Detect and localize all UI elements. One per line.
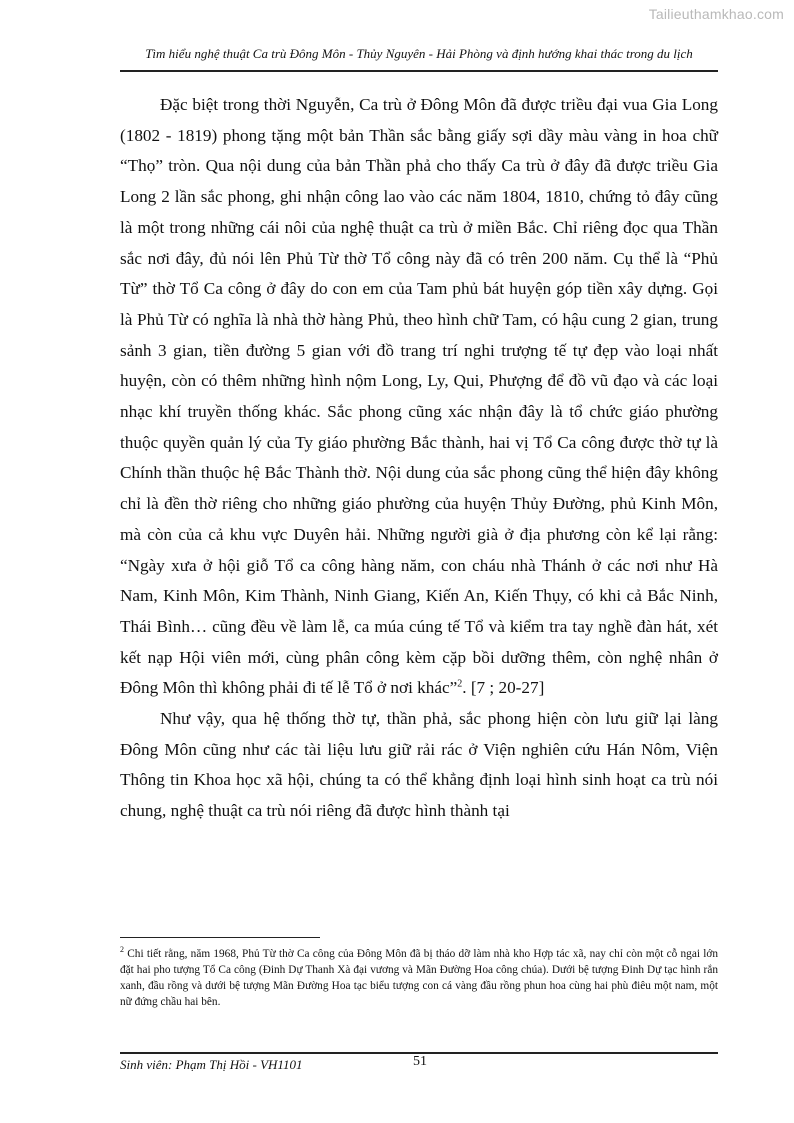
footnote-reference[interactable]: 2	[457, 678, 463, 690]
body-text	[120, 90, 718, 827]
footer-student: Sinh viên: Phạm Thị Hồi - VH1101	[120, 1057, 303, 1072]
footnote	[120, 946, 718, 1010]
paragraph-1	[120, 90, 718, 704]
page-header-title: Tìm hiểu nghệ thuật Ca trù Đông Môn - Thủy Nguyên - Hải Phòng và định hướng khai thác trong du lịch	[120, 46, 718, 72]
page-number: 51	[413, 1054, 427, 1069]
paragraph-1-text: Đặc biệt trong thời Nguyễn, Ca trù ở Đông Môn đã được triều đại vua Gia Long (1802 - 1819) phong tặng một bản Thần sắc bằng giấy sợi dầy màu vàng in hoa chữ “Thọ” tròn. Qua nội dung của bản Thần phả cho thấy Ca trù ở đây đã được triều Gia Long 2 lần sắc phong, ghi nhận công lao vào các năm 1804, 1810, chứng tỏ đây cũng là một trong những cái nôi của nghệ thuật ca trù ở miền Bắc. Chỉ riêng đọc qua Thần sắc nơi đây, đủ nói lên Phủ Từ thờ Tổ công này đã có trên 200 năm. Cụ thể là “Phủ Từ” thờ Tổ Ca công ở đây do con em của Tam phủ bát huyện góp tiền xây dựng. Gọi là Phủ Từ có nghĩa là nhà thờ hàng Phủ, theo hình chữ Tam, có hậu cung 2 gian, trung sảnh 3 gian, tiền đường 5 gian với đồ trang trí nghi trượng tế tự đẹp vào loại nhất huyện, còn có thêm những hình nộm Long, Ly, Qui, Phượng để đồ vũ đạo và các loại nhạc khí truyền thống khác. Sắc phong cũng xác nhận đây là tổ chức giáo phường thuộc quyền quản lý của Ty giáo phường Bắc thành, hai vị Tổ Ca công được thờ tự là Chính thần thuộc hệ Bắc Thành thờ. Nội dung của sắc phong cũng thể hiện đây không chỉ là đền thờ riêng cho những giáo phường của huyện Thủy Đường, phủ Kinh Môn, mà còn của cả khu vực Duyên hải. Những người già ở địa phương còn kể lại rằng: “Ngày xưa ở hội giỗ Tổ ca công hàng năm, con cháu nhà Thánh ở các nơi như Hà Nam, Kinh Môn, Kim Thành, Ninh Giang, Kiến An, Kiến Thụy, có khi cả Bắc Ninh, Thái Bình… cũng đều về làm lễ, ca múa cúng tế Tổ và kiểm tra tay nghề đàn hát, xét kết nạp Hội viên mới, cùng phân công kèm cặp bồi dưỡng thêm, còn nghệ nhân ở Đông Môn thì không phải đi tế lễ Tổ ở nơi khác”	[120, 95, 718, 698]
watermark: Tailieuthamkhao.com	[648, 6, 784, 22]
footnote-separator	[120, 937, 320, 938]
footnote-text: Chi tiết rằng, năm 1968, Phủ Từ thờ Ca công của Đông Môn đã bị tháo dỡ làm nhà kho Hợp tác xã, nay chỉ còn một cỗ ngai lớn đặt hai pho tượng Tổ Ca công (Đinh Dự Thanh Xà đại vương và Mãn Đường Hoa công chúa). Dưới bệ tượng Đinh Dự tạc hình rắn xanh, đầu rồng và dưới bệ tượng Mãn Đường Hoa tạc biểu tượng con cá vàng đầu rồng phun hoa cùng hai phù điêu một nam, một nữ đứng chầu hai bên.	[120, 948, 718, 1008]
footnote-number: 2	[120, 945, 124, 955]
citation: . [7 ; 20-27]	[462, 678, 545, 698]
paragraph-2: Như vậy, qua hệ thống thờ tự, thần phả, sắc phong hiện còn lưu giữ lại làng Đông Môn cũng như các tài liệu lưu giữ rải rác ở Viện nghiên cứu Hán Nôm, Viện Thông tin Khoa học xã hội, chúng ta có thể khẳng định loại hình sinh hoạt ca trù nói chung, nghệ thuật ca trù nói riêng đã được hình thành tại	[120, 709, 718, 821]
